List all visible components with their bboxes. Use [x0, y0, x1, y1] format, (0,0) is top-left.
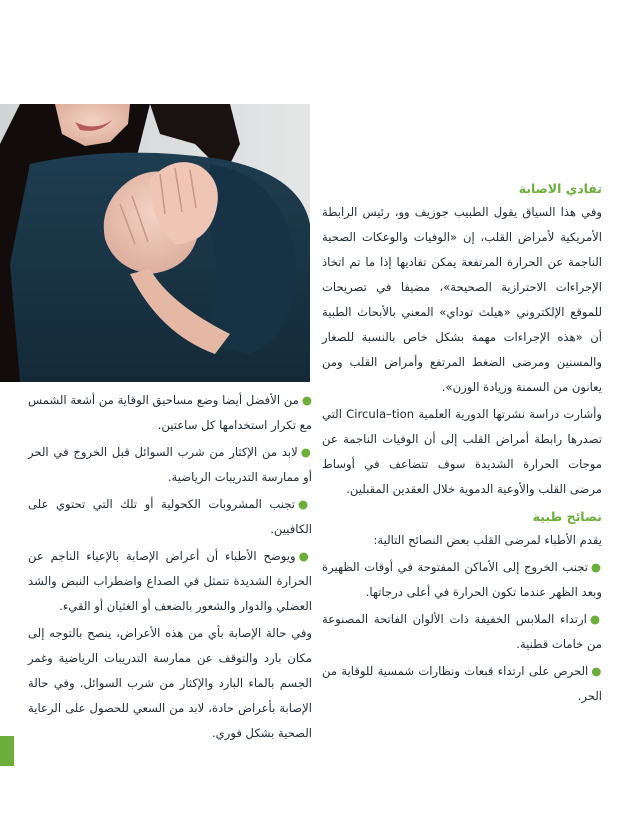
article-photo-woman-chest-pain — [0, 104, 310, 382]
page-edge-tab — [0, 736, 14, 766]
paragraph-tips-intro: يقدم الأطباء لمرضى القلب بعض النصائح التالية: — [373, 533, 602, 547]
bullet-icon: ● — [590, 560, 602, 574]
paragraph-doctor-statement: وفي هذا السياق يقول الطبيب جوزيف وو، رئيس الرابطة الأمريكية لأمراض القلب، إن «الوفيات والوعكات الصحية الناجمة عن الحرارة المرتفعة يمكن تفاديها إذا ما تم اتخاذ الإجراءات الاحترازية الصحيحة»، مضيفا في تصريحات للموقع الإلكتروني «هيلث توداي» المعني بالأبحاث الطبية أن «هذه الإجراءات مهمة بشكل خاص بالنسبة للصغار والمسنين ومرضى الضغط المرتفع وأمراض القلب ومن يعانون من السمنة وزيادة الوزن». — [322, 205, 602, 394]
heading-prevention: تفادي الاصابة — [518, 181, 602, 196]
bullet-icon: ● — [591, 664, 602, 678]
tip-text: تجنب الخروج إلى الأماكن المفتوحة في أوقات الظهيرة وبعد الظهر عندما تكون الحرارة في أعلى درجاتها. — [322, 560, 602, 599]
photo-illustration — [0, 104, 310, 382]
tip-text: الحرص على ارتداء قبعات ونظارات شمسية للوقاية من الحر. — [322, 664, 602, 703]
tip-list-item — [322, 555, 602, 605]
paragraph-study: وأشارت دراسة نشرتها الدورية العلمية Circula–tion التي تصدرها رابطة أمراض القلب إلى أن الوفيات الناجمة عن موجات الحرارة الشديدة سوف تتضاعف في أوساط مرضى القلب والأوعية الدموية خلال العقدين المقبلين. — [322, 407, 602, 496]
tip-text: ارتداء الملابس الخفيفة ذات الألوان الفاتحة المصنوعة من خامات قطنية. — [322, 612, 602, 651]
tip-list-item — [322, 607, 602, 657]
tip-list-item — [28, 492, 312, 542]
tip-list-item — [322, 659, 602, 709]
tip-text: تجنب المشروبات الكحولية أو تلك التي تحتوي على الكافيين. — [28, 497, 312, 536]
bullet-icon: ● — [589, 612, 603, 626]
bullet-icon: ● — [301, 393, 312, 407]
tip-text: لابد من الإكثار من شرب السوائل قبل الخروج في الحر أو ممارسة التدريبات الرياضية. — [28, 445, 312, 484]
tip-text: من الأفضل أيضا وضع مساحيق الوقاية من أشعة الشمس مع تكرار استخدامها كل ساعتين. — [28, 393, 312, 432]
paragraph-action: وفي حالة الإصابة بأي من هذه الأعراض، ينصح بالتوجه إلى مكان بارد والتوقف عن ممارسة التدريبات الرياضية وغمر الجسم بالماء البارد والإكثار من شرب السوائل. وفي حالة الإصابة بأعراض حادة، لابد من السعي للحصول على الرعاية الصحية بشكل فوري. — [28, 626, 312, 740]
bullet-icon: ● — [298, 497, 312, 511]
article-column-left — [28, 388, 312, 748]
symptoms-text: ويوضح الأطباء أن أعراض الإصابة بالإعياء الناجم عن الحرارة الشديدة تتمثل في الصداع واضطراب النبض والشد العضلي والدوار والشعور بالضعف أو الغثيان أو القيء. — [28, 549, 312, 613]
article-column-right — [322, 178, 602, 711]
heading-medical-tips: نصائح طبية — [532, 509, 602, 524]
tip-list-item — [28, 388, 312, 438]
paragraph-symptoms — [28, 544, 312, 619]
bullet-icon: ● — [300, 445, 312, 459]
bullet-icon: ● — [298, 549, 312, 563]
tip-list-item — [28, 440, 312, 490]
